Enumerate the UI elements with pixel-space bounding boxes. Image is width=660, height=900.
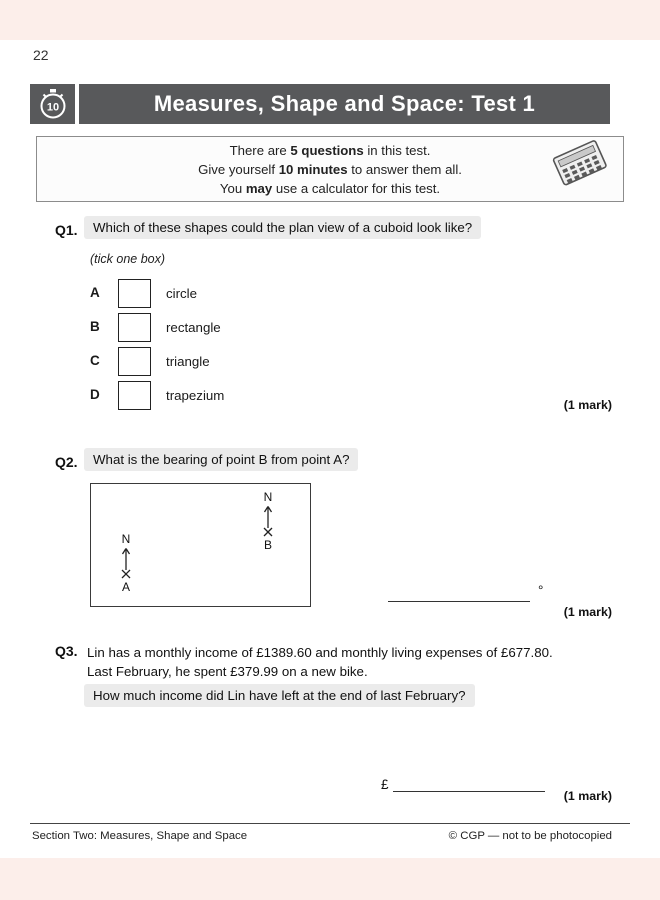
instruction-line-2: Give yourself 10 minutes to answer them all. bbox=[198, 162, 462, 177]
option-checkbox-a[interactable] bbox=[118, 279, 151, 308]
q3-answer-blank[interactable] bbox=[393, 791, 545, 792]
footer-divider bbox=[30, 823, 630, 824]
header-bar bbox=[79, 84, 610, 124]
degree-symbol: ° bbox=[538, 583, 544, 598]
option-letter-b: B bbox=[90, 319, 100, 334]
north-label-b: N bbox=[263, 490, 273, 504]
point-a-group bbox=[119, 532, 133, 594]
point-a-label: A bbox=[121, 580, 130, 594]
option-checkbox-d[interactable] bbox=[118, 381, 151, 410]
q1-tick-instruction: (tick one box) bbox=[90, 252, 166, 266]
test-title: Measures, Shape and Space: Test 1 bbox=[153, 91, 536, 116]
option-letter-a: A bbox=[90, 285, 100, 300]
option-label-b: rectangle bbox=[166, 320, 221, 335]
q2-marks: (1 mark) bbox=[563, 605, 612, 619]
q1-label: Q1. bbox=[55, 222, 78, 238]
q3-text-line-1: Lin has a monthly income of £1389.60 and monthly living expenses of £677.80. bbox=[87, 645, 553, 660]
q2-answer-blank[interactable] bbox=[388, 601, 530, 602]
pound-symbol: £ bbox=[381, 777, 389, 792]
q3-marks: (1 mark) bbox=[563, 789, 612, 803]
q1-marks: (1 mark) bbox=[563, 398, 612, 412]
option-letter-c: C bbox=[90, 353, 100, 368]
q3-label: Q3. bbox=[55, 643, 78, 659]
option-label-c: triangle bbox=[166, 354, 210, 369]
point-b-label: B bbox=[263, 538, 272, 552]
stopwatch-icon bbox=[35, 86, 71, 122]
page-number: 22 bbox=[33, 47, 49, 63]
svg-text:10: 10 bbox=[46, 101, 59, 114]
q2-question: What is the bearing of point B from point A? bbox=[84, 448, 358, 471]
q1-question: Which of these shapes could the plan view of a cuboid look like? bbox=[84, 216, 481, 239]
instruction-lines bbox=[37, 141, 623, 198]
bearing-diagram bbox=[90, 483, 311, 607]
footer-copyright: © CGP — not to be photocopied bbox=[448, 830, 612, 842]
instruction-box bbox=[36, 136, 624, 202]
option-letter-d: D bbox=[90, 387, 100, 402]
option-label-d: trapezium bbox=[166, 388, 225, 403]
instruction-line-3: You may use a calculator for this test. bbox=[219, 181, 441, 196]
option-checkbox-c[interactable] bbox=[118, 347, 151, 376]
timer-icon bbox=[30, 84, 75, 124]
q2-label: Q2. bbox=[55, 454, 78, 470]
north-label-a: N bbox=[121, 532, 131, 546]
footer-section-label: Section Two: Measures, Shape and Space bbox=[32, 830, 248, 842]
instruction-line-1: There are 5 questions in this test. bbox=[229, 143, 431, 158]
north-arrow-icon bbox=[261, 504, 275, 538]
north-arrow-icon bbox=[119, 546, 133, 580]
q3-text-line-2: Last February, he spent £379.99 on a new bike. bbox=[87, 664, 368, 679]
point-b-group bbox=[261, 490, 275, 552]
option-label-a: circle bbox=[166, 286, 198, 301]
q3-question: How much income did Lin have left at the end of last February? bbox=[84, 684, 475, 707]
option-checkbox-b[interactable] bbox=[118, 313, 151, 342]
